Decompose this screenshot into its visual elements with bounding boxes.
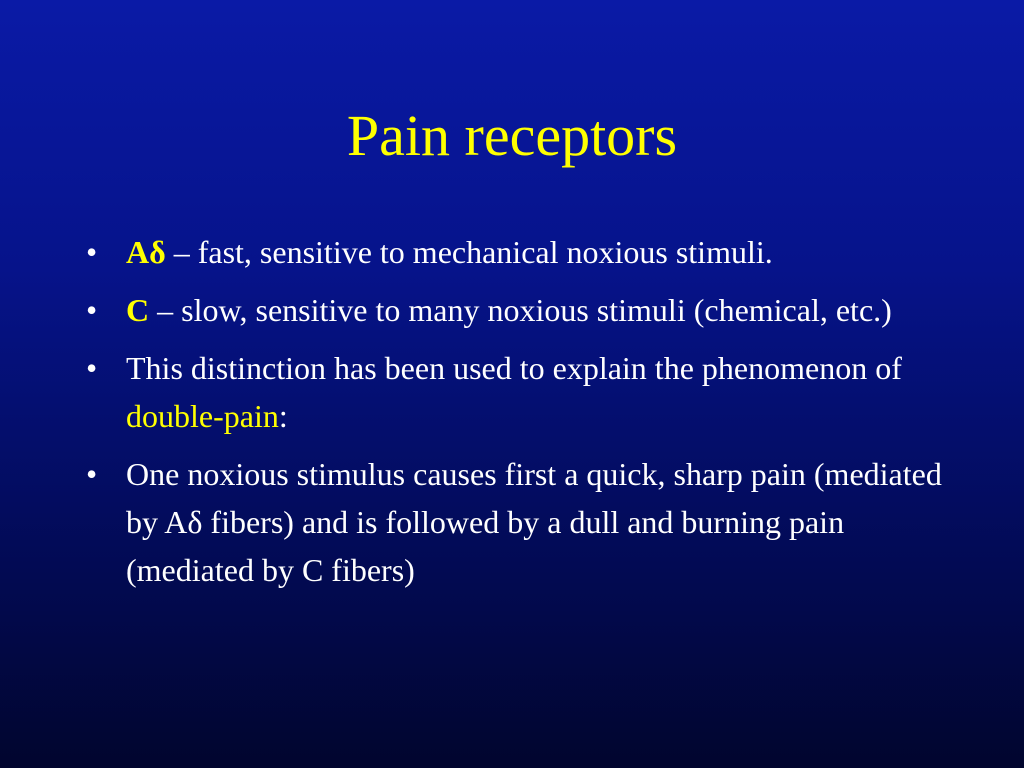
bullet-text: This distinction has been used to explain the phenomenon of xyxy=(126,350,902,386)
bullet-list xyxy=(86,228,966,604)
bullet-text-colon: : xyxy=(278,398,288,434)
slide-title: Pain receptors xyxy=(346,103,678,168)
bullet-item-distinction xyxy=(86,344,966,440)
bullet-text: – fast, sensitive to mechanical noxious stimuli. xyxy=(165,234,773,270)
bullet-item-a-delta xyxy=(86,228,966,276)
highlight-double-pain: double-pain xyxy=(126,398,279,434)
bullet-dot-icon: • xyxy=(86,234,98,270)
bullet-dot-icon: • xyxy=(86,292,98,328)
term-a-delta: Aδ xyxy=(126,234,166,270)
bullet-text: One noxious stimulus causes first a quick, sharp pain (mediated by Aδ fibers) and is followed by a dull and burning pain (mediated by C fibers) xyxy=(126,456,942,588)
term-c: C xyxy=(126,292,150,328)
bullet-dot-icon: • xyxy=(86,350,98,386)
bullet-item-stimulus xyxy=(86,450,966,594)
bullet-item-c xyxy=(86,286,966,334)
bullet-text: – slow, sensitive to many noxious stimuli (chemical, etc.) xyxy=(149,292,892,328)
bullet-dot-icon: • xyxy=(86,456,98,492)
